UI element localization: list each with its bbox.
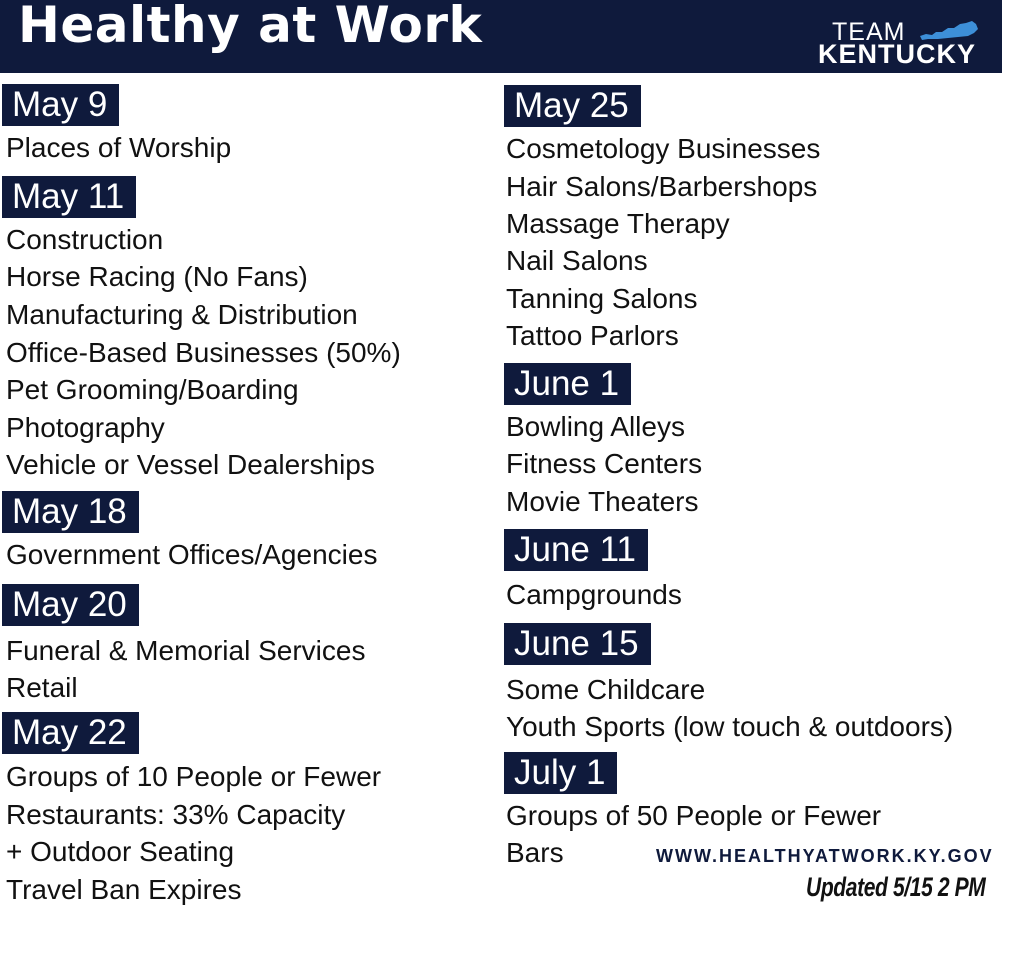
list-item: Massage Therapy	[506, 208, 730, 239]
list-item: Restaurants: 33% Capacity	[6, 799, 346, 830]
list-item: + Outdoor Seating	[6, 836, 235, 867]
list-item: Cosmetology Businesses	[506, 133, 821, 164]
logo-kentucky-text: KENTUCKY	[818, 39, 977, 69]
date-label: May 11	[2, 176, 136, 218]
list-item: Government Offices/Agencies	[6, 539, 378, 570]
header-banner	[0, 0, 1002, 73]
list-item: Groups of 50 People or Fewer	[506, 800, 882, 831]
list-item: Horse Racing (No Fans)	[6, 261, 308, 292]
list-item: Campgrounds	[506, 579, 682, 610]
date-label: July 1	[504, 752, 617, 794]
list-item: Nail Salons	[506, 245, 648, 276]
date-label: May 22	[2, 712, 139, 754]
list-item: Construction	[6, 224, 164, 255]
list-item: Hair Salons/Barbershops	[506, 171, 818, 202]
list-item: Funeral & Memorial Services	[6, 635, 366, 666]
list-item: Vehicle or Vessel Dealerships	[6, 449, 375, 480]
list-item: Travel Ban Expires	[6, 874, 242, 905]
date-label: June 15	[504, 623, 651, 665]
list-item: Tattoo Parlors	[506, 320, 679, 351]
website-url: WWW.HEALTHYATWORK.KY.GOV	[656, 846, 994, 866]
date-label: May 25	[504, 85, 641, 127]
list-item: Tanning Salons	[506, 283, 698, 314]
updated-timestamp: Updated 5/15 2 PM	[806, 872, 986, 902]
list-item: Office-Based Businesses (50%)	[6, 337, 401, 368]
logo-team-text: TEAM	[832, 18, 906, 46]
page-title: Healthy at Work	[18, 0, 483, 54]
list-item: Retail	[6, 672, 78, 703]
date-label: June 1	[504, 363, 631, 405]
team-kentucky-logo	[818, 18, 983, 68]
list-item: Youth Sports (low touch & outdoors)	[506, 711, 954, 742]
date-label: May 20	[2, 584, 139, 626]
list-item: Groups of 10 People or Fewer	[6, 761, 382, 792]
list-item: Photography	[6, 412, 165, 443]
date-label: May 18	[2, 491, 139, 533]
date-label: May 9	[2, 84, 119, 126]
list-item: Fitness Centers	[506, 448, 703, 479]
list-item: Manufacturing & Distribution	[6, 299, 358, 330]
list-item: Bowling Alleys	[506, 411, 685, 442]
date-label: June 11	[504, 529, 648, 571]
list-item: Bars	[506, 837, 564, 868]
list-item: Pet Grooming/Boarding	[6, 374, 299, 405]
list-item: Movie Theaters	[506, 486, 699, 517]
list-item: Places of Worship	[6, 132, 232, 163]
list-item: Some Childcare	[506, 674, 706, 705]
